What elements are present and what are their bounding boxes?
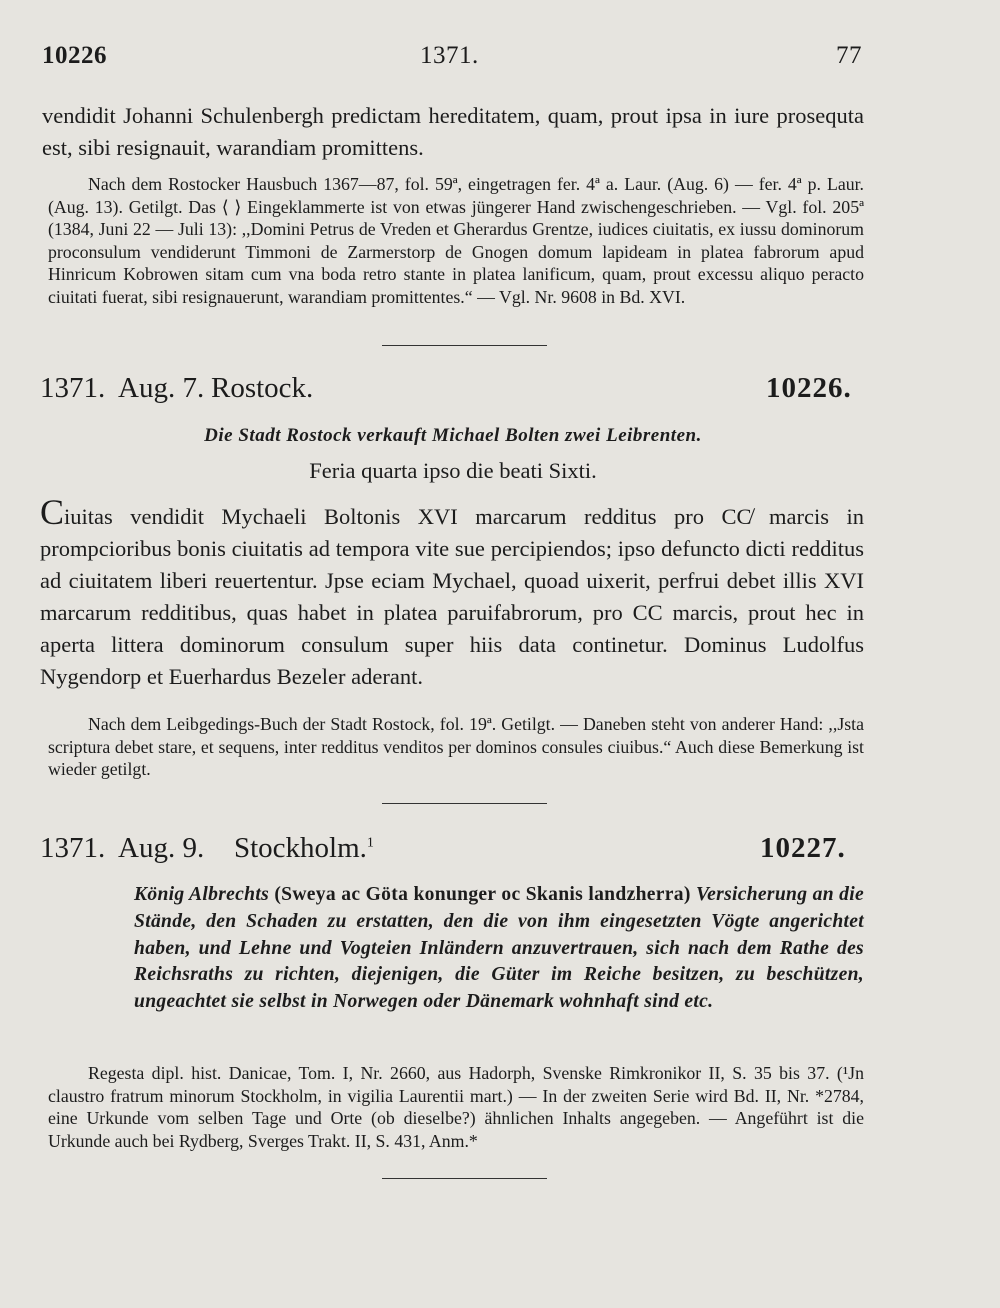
regest-text: Versicherung an die Stände, den Schaden zu erstatten, den die von ihm eingesetzten Vögte angerichtet haben, und Lehne und Vogteien Inländern anzuvertrauen, sich nach dem Rathe des Reichsraths zu richten, diejenigen, die Güter im Reiche besitzen, zu beschützen, ungeachtet sie selbst in Norwegen oder Dänemark wohnhaft sind etc. — [134, 884, 865, 1013]
entry-10226-headline: Die Stadt Rostock verkauft Michael Bolten zwei Leibrenten. — [204, 425, 702, 446]
entry-10227-note-text: Regesta dipl. hist. Danicae, Tom. I, Nr. 2660, aus Hadorph, Svenske Rimkronikor II, S. 35 bis 37. (¹Jn claustro fratrum minorum Stockholm, in vigilia Laurentii mart.) — In der zweiten Serie wird Bd. II, Nr. *2784, eine Urkunde vom selben Tage und Orte (ob dieselbe?) ähnlichen Inhalts angegeben. — Angeführt ist die Urkunde auch bei Rydberg, Sverges Trakt. II, S. 431, Anm.* — [48, 1063, 864, 1151]
header-entry-number: 10226 — [42, 42, 107, 69]
dropcap: C — [40, 492, 65, 532]
regest-title: (Sweya ac Göta konunger oc Skanis landzherra) — [274, 884, 691, 905]
entry-10227-place-name: Stockholm. — [234, 832, 367, 864]
divider — [382, 1178, 547, 1179]
entry-10226-note-text: Nach dem Leibgedings-Buch der Stadt Rostock, fol. 19ª. Getilgt. — Daneben steht von anderer Hand: ,,Jsta scriptura debet stare, et sequens, inter redditus venditos per dominos consules ciuibus.“ Auch diese Bemerkung ist wieder getilgt. — [48, 714, 864, 779]
prev-entry-text: vendidit Johanni Schulenbergh predictam hereditatem, quam, prout ipsa in iure prosequta est, sibi resignauit, warandiam promittens. — [42, 103, 864, 160]
prev-entry-note — [48, 173, 864, 308]
entry-10226-note — [48, 713, 864, 781]
entry-10227-regest — [134, 882, 864, 1016]
entry-10227-number: 10227. — [760, 832, 846, 864]
footnote-marker: 1 — [366, 835, 374, 851]
divider — [382, 345, 547, 346]
header-year: 1371. — [420, 42, 479, 69]
entry-10226-dateline: Feria quarta ipso die beati Sixti. — [309, 458, 597, 483]
entry-10226-date: Aug. 7. — [118, 372, 205, 404]
entry-10227-place — [234, 832, 374, 865]
entry-10227-note — [48, 1062, 864, 1152]
entry-10227-year: 1371. — [40, 832, 106, 864]
entry-10226-year: 1371. — [40, 372, 106, 404]
entry-10226-body — [40, 492, 864, 693]
entry-10226-text: iuitas vendidit Mychaeli Boltonis XVI marcarum redditus pro CC̸ marcis in prompcioribus bonis ciuitatis ad tempora vite sue percipiendos; ipso defuncto dicti redditus ad ciuitatem liberi reuertentur. Jpse eciam Mychael, quoad uixerit, perfrui debet illis XVI marcarum redditibus, quas habet in platea paruifabrorum, pro CC marcis, prout hec in aperta littera dominorum consulum super hiis data continetur. Dominus Ludolfus Nygendorp et Euerhardus Bezeler aderant. — [40, 504, 864, 689]
entry-10226-place: Rostock. — [211, 372, 314, 404]
prev-entry-note-text: Nach dem Rostocker Hausbuch 1367—87, fol. 59ª, eingetragen fer. 4ª a. Laur. (Aug. 6) — fer. 4ª p. Laur. (Aug. 13). Getilgt. Das ⟨ ⟩ Eingeklammerte ist von etwas jüngerer Hand zwischengeschrieben. — Vgl. fol. 205ª (1384, Juni 22 — Juli 13): ,,Domini Petrus de Vreden et Gherardus Grentze, iudices ciuitatis, ex iussu dominorum proconsulum vendiderunt Timmoni de Zarmerstorp de Gnogen domum lapideam in platea fabrorum apud Hinricum Kobrowen sitam cum vna boda retro stante in platea lanificum, quam, prout excessu aliquo peracto ciuitati fuerat, sibi resignauerunt, warandiam promittentes.“ — Vgl. Nr. 9608 in Bd. XVI. — [48, 174, 864, 307]
divider — [382, 803, 547, 804]
entry-10227-date: Aug. 9. — [118, 832, 205, 864]
regest-king: König Albrechts — [134, 884, 270, 905]
entry-10226-number: 10226. — [766, 372, 852, 404]
page-number: 77 — [836, 42, 862, 69]
